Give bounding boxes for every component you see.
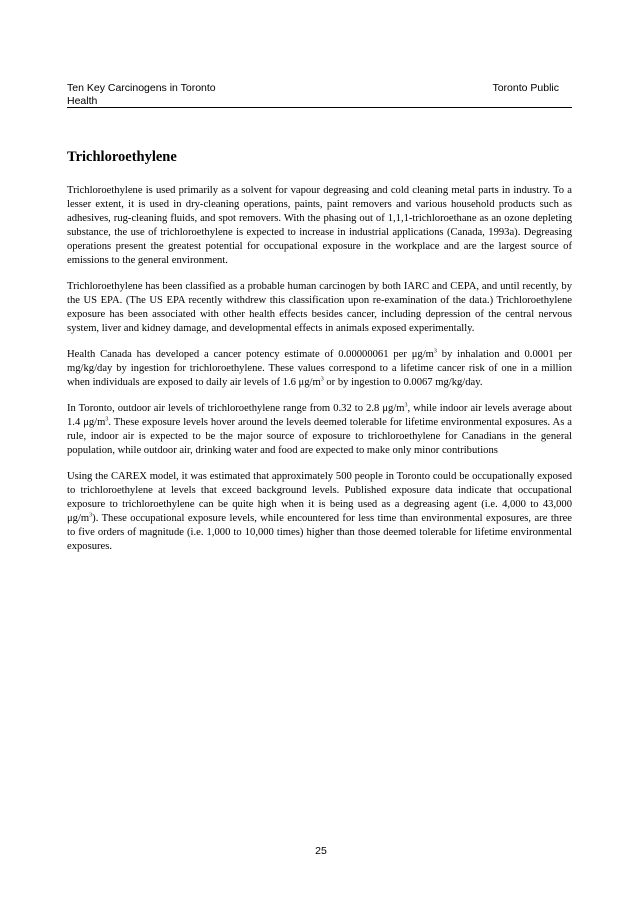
page-number: 25: [315, 845, 327, 857]
body-text: [67, 184, 572, 566]
paragraph-uses: Trichloroethylene is used primarily as a solvent for vapour degreasing and cold cleaning metal parts in industry. To a lesser extent, it is used in dry-cleaning operations, paints, paint removers and various household products such as adhesives, rug-cleaning fluids, and spot removers. With the phasing out of 1,1,1-trichloroethane as an ozone depleting substance, the use of trichloroethylene is expected to increase in industrial applications (Canada, 1993a). Degreasing operations present the greatest potential for occupational exposure in the workplace and are the largest source of emissions to the general environment.: [67, 185, 572, 266]
header-organization: Toronto Public: [492, 82, 559, 94]
header-title-line2: Health: [67, 95, 98, 107]
header-document-title: [67, 82, 327, 108]
section-title: Trichloroethylene: [67, 149, 177, 165]
header-divider: [67, 107, 572, 108]
paragraph-potency: Health Canada has developed a cancer potency estimate of 0.00000061 per $\mu g/m^3$ by inhalation and 0.0001 per mg/kg/day by ingestion for trichloroethylene. These values correspond to a lifetime cancer risk of one in a million when individuals are exposed to daily air levels of 1.6 $\mu g/m^3$ or by ingestion to 0.0067 mg/kg/day.: [67, 348, 572, 388]
header-title-line1: Ten Key Carcinogens in Toronto: [67, 82, 216, 94]
paragraph-classification: Trichloroethylene has been classified as a probable human carcinogen by both IARC and CEPA, and until recently, by the US EPA. (The US EPA recently withdrew this classification upon re-examination of the data.) Trichloroethylene exposure has been associated with other health effects besides cancer, including depression of the central nervous system, liver and kidney damage, and developmental effects in animals exposed experimentally.: [67, 281, 572, 334]
paragraph-toronto-levels: In Toronto, outdoor air levels of trichloroethylene range from 0.32 to 2.8 $\mu g/m^3$, while indoor air levels average about 1.4 $\mu g/m^3$. These exposure levels hover around the levels deemed tolerable for lifetime environmental exposures. As a rule, indoor air is expected to be the major source of exposure to trichloroethylene for Canadians in the general population, while outdoor air, drinking water and food are expected to make only minor contributions: [67, 402, 572, 456]
paragraph-carex: Using the CAREX model, it was estimated that approximately 500 people in Toronto could be occupationally exposed to trichloroethylene at levels that exceed background levels. Published exposure data indicate that occupational exposure to trichloroethylene can be quite high when it is being used as a degreasing agent (i.e. 4,000 to 43,000 $\mu g/m^3$). These occupational exposure levels, while encountered for less time than environmental exposures, are three to five orders of magnitude (i.e. 1,000 to 10,000 times) higher than those deemed tolerable for lifetime environmental exposures.: [67, 471, 572, 552]
